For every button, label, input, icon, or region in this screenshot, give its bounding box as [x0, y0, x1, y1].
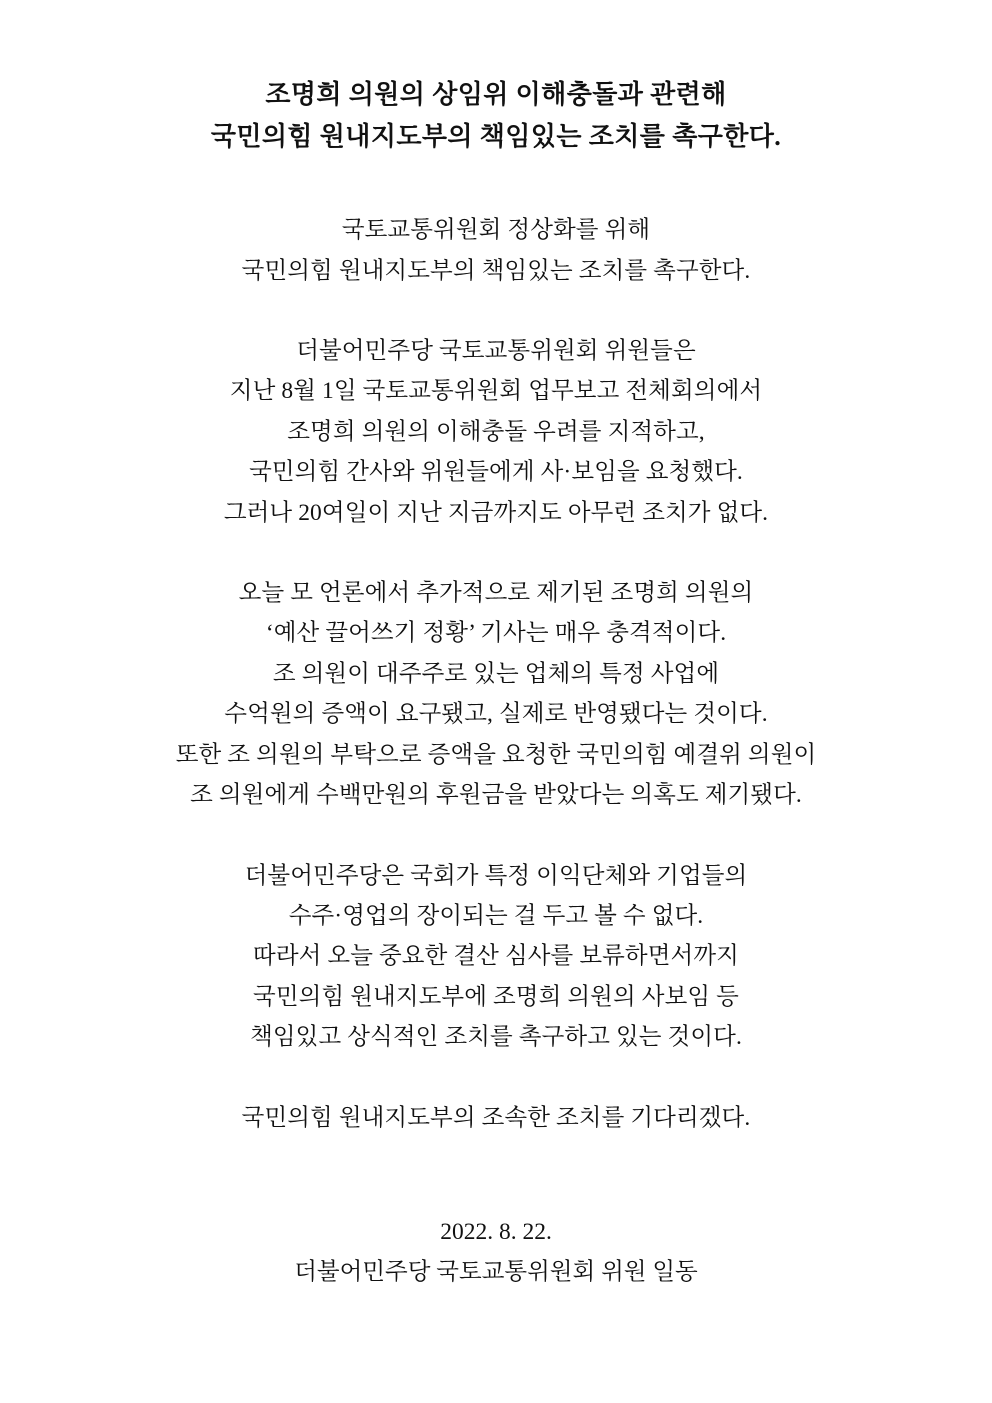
paragraph-demand-line-1: 더불어민주당은 국회가 특정 이익단체와 기업들의 — [244, 862, 748, 889]
paragraph-background-line-3: 조명희 의원의 이해충돌 우려를 지적하고, — [287, 418, 705, 445]
paragraph-intro — [80, 210, 912, 291]
paragraph-background-line-2: 지난 8월 1일 국토교통위원회 업무보고 전체회의에서 — [229, 378, 763, 405]
spacer-2 — [80, 533, 912, 573]
signature-date: 2022. 8. 22. — [440, 1218, 552, 1245]
signature — [80, 1212, 912, 1293]
spacer-1 — [80, 291, 912, 331]
paragraph-demand-line-4: 국민의힘 원내지도부에 조명희 의원의 사보임 등 — [253, 983, 739, 1010]
paragraph-allegation-line-4: 수억원의 증액이 요구됐고, 실제로 반영됐다는 것이다. — [224, 701, 768, 728]
paragraph-allegation-line-5: 또한 조 의원의 부탁으로 증액을 요청한 국민의힘 예결위 의원이 — [175, 741, 817, 768]
paragraph-demand-line-2: 수주·영업의 장이되는 걸 두고 볼 수 없다. — [288, 902, 704, 929]
paragraph-allegation-line-2: ‘예산 끌어쓰기 정황’ 기사는 매우 충격적이다. — [265, 620, 727, 647]
paragraph-demand-line-5: 책임있고 상식적인 조치를 촉구하고 있는 것이다. — [250, 1024, 742, 1051]
spacer-after-title — [80, 158, 912, 210]
title-line-2: 국민의힘 원내지도부의 책임있는 조치를 촉구한다. — [210, 122, 782, 152]
paragraph-background-line-5: 그러나 20여일이 지난 지금까지도 아무런 조치가 없다. — [223, 499, 769, 526]
spacer-before-signature — [80, 1138, 912, 1212]
spacer-3 — [80, 816, 912, 856]
paragraph-background-line-1: 더불어민주당 국토교통위원회 위원들은 — [296, 338, 696, 365]
paragraph-allegation-line-3: 조 의원이 대주주로 있는 업체의 특정 사업에 — [272, 660, 720, 687]
paragraph-allegation-line-6: 조 의원에게 수백만원의 후원금을 받았다는 의혹도 제기됐다. — [190, 782, 802, 809]
paragraph-demand — [80, 856, 912, 1058]
paragraph-background-line-4: 국민의힘 간사와 위원들에게 사·보임을 요청했다. — [249, 459, 743, 486]
paragraph-closing-line-1: 국민의힘 원내지도부의 조속한 조치를 기다리겠다. — [241, 1104, 751, 1131]
spacer-4 — [80, 1058, 912, 1098]
paragraph-intro-line-1: 국토교통위원회 정상화를 위해 — [341, 217, 651, 244]
page-title — [80, 74, 912, 158]
paragraph-demand-line-3: 따라서 오늘 중요한 결산 심사를 보류하면서까지 — [253, 943, 739, 970]
paragraph-allegation — [80, 573, 912, 815]
paragraph-closing — [80, 1098, 912, 1138]
signature-author: 더불어민주당 국토교통위원회 위원 일동 — [294, 1259, 698, 1286]
title-line-1: 조명희 의원의 상임위 이해충돌과 관련해 — [265, 80, 727, 109]
paragraph-intro-line-2: 국민의힘 원내지도부의 책임있는 조치를 촉구한다. — [241, 257, 751, 284]
paragraph-background — [80, 331, 912, 533]
paragraph-allegation-line-1: 오늘 모 언론에서 추가적으로 제기된 조명희 의원의 — [238, 580, 754, 607]
